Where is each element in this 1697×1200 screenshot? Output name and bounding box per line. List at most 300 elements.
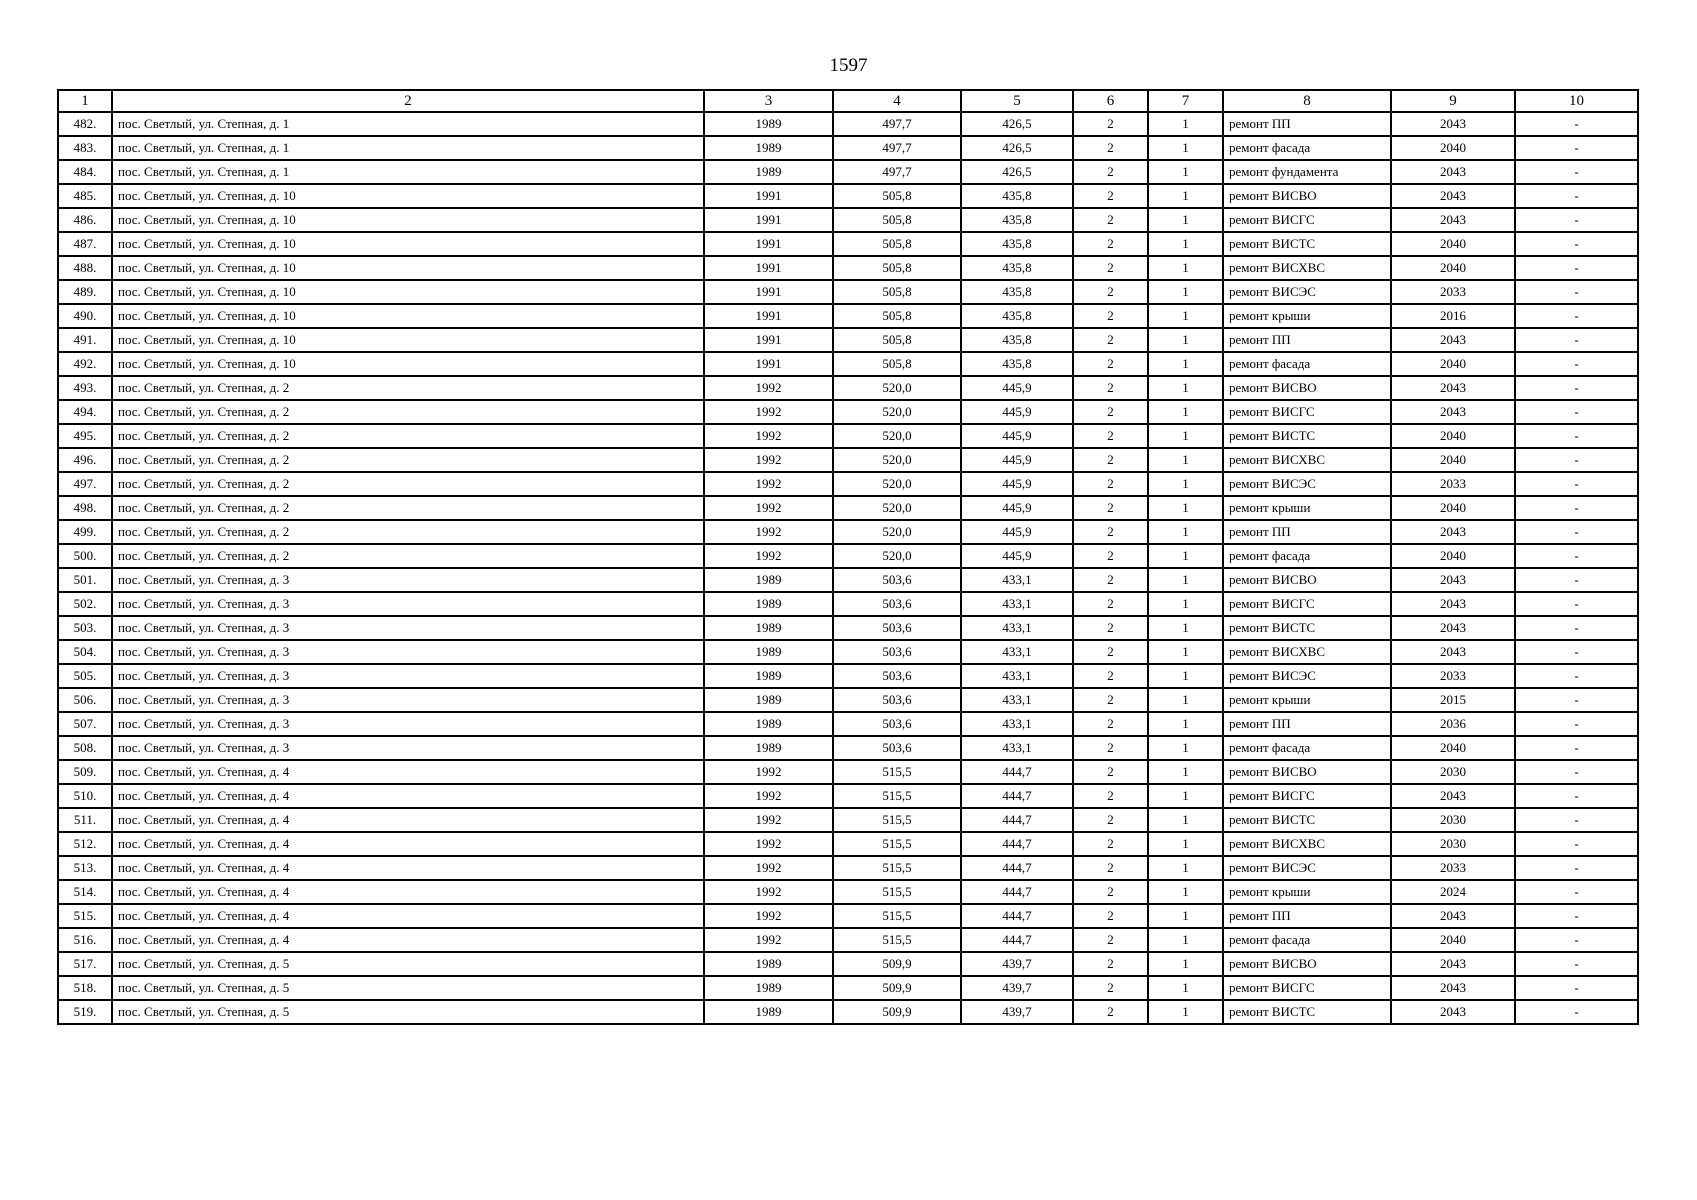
note-cell: - — [1515, 376, 1638, 400]
row-number-cell: 513. — [58, 856, 112, 880]
living-area-cell: 433,1 — [961, 712, 1073, 736]
total-area-cell: 520,0 — [833, 448, 961, 472]
floors-cell: 2 — [1073, 832, 1148, 856]
note-cell: - — [1515, 736, 1638, 760]
row-number-cell: 499. — [58, 520, 112, 544]
living-area-cell: 445,9 — [961, 400, 1073, 424]
table-row — [58, 736, 1638, 760]
row-number-cell: 516. — [58, 928, 112, 952]
row-number-cell: 493. — [58, 376, 112, 400]
entrances-cell: 1 — [1148, 328, 1223, 352]
work-type-cell: ремонт ВИСХВС — [1223, 448, 1391, 472]
year-built-cell: 1989 — [704, 568, 833, 592]
address-cell: пос. Светлый, ул. Степная, д. 3 — [112, 568, 704, 592]
entrances-cell: 1 — [1148, 400, 1223, 424]
entrances-cell: 1 — [1148, 304, 1223, 328]
year-built-cell: 1989 — [704, 616, 833, 640]
planned-year-cell: 2024 — [1391, 880, 1515, 904]
work-type-cell: ремонт ВИСТС — [1223, 424, 1391, 448]
row-number-cell: 488. — [58, 256, 112, 280]
planned-year-cell: 2030 — [1391, 832, 1515, 856]
total-area-cell: 505,8 — [833, 232, 961, 256]
row-number-cell: 489. — [58, 280, 112, 304]
entrances-cell: 1 — [1148, 832, 1223, 856]
total-area-cell: 505,8 — [833, 208, 961, 232]
planned-year-cell: 2043 — [1391, 400, 1515, 424]
planned-year-cell: 2015 — [1391, 688, 1515, 712]
total-area-cell: 520,0 — [833, 472, 961, 496]
planned-year-cell: 2040 — [1391, 352, 1515, 376]
floors-cell: 2 — [1073, 760, 1148, 784]
planned-year-cell: 2043 — [1391, 328, 1515, 352]
total-area-cell: 505,8 — [833, 328, 961, 352]
row-number-cell: 511. — [58, 808, 112, 832]
row-number-cell: 485. — [58, 184, 112, 208]
living-area-cell: 445,9 — [961, 472, 1073, 496]
planned-year-cell: 2033 — [1391, 280, 1515, 304]
row-number-cell: 484. — [58, 160, 112, 184]
year-built-cell: 1989 — [704, 736, 833, 760]
year-built-cell: 1992 — [704, 448, 833, 472]
note-cell: - — [1515, 232, 1638, 256]
year-built-cell: 1989 — [704, 712, 833, 736]
note-cell: - — [1515, 664, 1638, 688]
living-area-cell: 433,1 — [961, 568, 1073, 592]
row-number-cell: 491. — [58, 328, 112, 352]
address-cell: пос. Светлый, ул. Степная, д. 3 — [112, 640, 704, 664]
work-type-cell: ремонт ВИСХВС — [1223, 256, 1391, 280]
row-number-cell: 503. — [58, 616, 112, 640]
living-area-cell: 439,7 — [961, 976, 1073, 1000]
planned-year-cell: 2043 — [1391, 160, 1515, 184]
note-cell: - — [1515, 832, 1638, 856]
note-cell: - — [1515, 112, 1638, 136]
address-cell: пос. Светлый, ул. Степная, д. 2 — [112, 496, 704, 520]
row-number-cell: 507. — [58, 712, 112, 736]
planned-year-cell: 2043 — [1391, 616, 1515, 640]
row-number-cell: 486. — [58, 208, 112, 232]
column-header: 6 — [1073, 90, 1148, 112]
entrances-cell: 1 — [1148, 184, 1223, 208]
planned-year-cell: 2040 — [1391, 928, 1515, 952]
work-type-cell: ремонт крыши — [1223, 496, 1391, 520]
total-area-cell: 497,7 — [833, 160, 961, 184]
living-area-cell: 433,1 — [961, 736, 1073, 760]
note-cell: - — [1515, 496, 1638, 520]
note-cell: - — [1515, 280, 1638, 304]
note-cell: - — [1515, 784, 1638, 808]
address-cell: пос. Светлый, ул. Степная, д. 3 — [112, 736, 704, 760]
work-type-cell: ремонт ВИСТС — [1223, 232, 1391, 256]
living-area-cell: 433,1 — [961, 640, 1073, 664]
note-cell: - — [1515, 448, 1638, 472]
note-cell: - — [1515, 1000, 1638, 1024]
planned-year-cell: 2040 — [1391, 496, 1515, 520]
planned-year-cell: 2043 — [1391, 904, 1515, 928]
work-type-cell: ремонт ВИСЭС — [1223, 856, 1391, 880]
row-number-cell: 490. — [58, 304, 112, 328]
entrances-cell: 1 — [1148, 904, 1223, 928]
note-cell: - — [1515, 256, 1638, 280]
entrances-cell: 1 — [1148, 496, 1223, 520]
living-area-cell: 445,9 — [961, 544, 1073, 568]
total-area-cell: 503,6 — [833, 712, 961, 736]
year-built-cell: 1989 — [704, 160, 833, 184]
work-type-cell: ремонт ВИСХВС — [1223, 832, 1391, 856]
living-area-cell: 444,7 — [961, 784, 1073, 808]
entrances-cell: 1 — [1148, 712, 1223, 736]
year-built-cell: 1992 — [704, 808, 833, 832]
living-area-cell: 444,7 — [961, 856, 1073, 880]
table-row — [58, 616, 1638, 640]
work-type-cell: ремонт ВИСТС — [1223, 1000, 1391, 1024]
year-built-cell: 1989 — [704, 952, 833, 976]
row-number-cell: 501. — [58, 568, 112, 592]
floors-cell: 2 — [1073, 208, 1148, 232]
year-built-cell: 1992 — [704, 880, 833, 904]
year-built-cell: 1992 — [704, 832, 833, 856]
address-cell: пос. Светлый, ул. Степная, д. 5 — [112, 1000, 704, 1024]
total-area-cell: 515,5 — [833, 808, 961, 832]
total-area-cell: 509,9 — [833, 1000, 961, 1024]
planned-year-cell: 2040 — [1391, 736, 1515, 760]
row-number-cell: 500. — [58, 544, 112, 568]
total-area-cell: 505,8 — [833, 256, 961, 280]
note-cell: - — [1515, 976, 1638, 1000]
column-header: 9 — [1391, 90, 1515, 112]
total-area-cell: 497,7 — [833, 136, 961, 160]
year-built-cell: 1991 — [704, 232, 833, 256]
note-cell: - — [1515, 424, 1638, 448]
planned-year-cell: 2043 — [1391, 976, 1515, 1000]
year-built-cell: 1991 — [704, 256, 833, 280]
planned-year-cell: 2016 — [1391, 304, 1515, 328]
floors-cell: 2 — [1073, 376, 1148, 400]
entrances-cell: 1 — [1148, 160, 1223, 184]
table-row — [58, 424, 1638, 448]
work-type-cell: ремонт ВИСГС — [1223, 208, 1391, 232]
living-area-cell: 426,5 — [961, 136, 1073, 160]
floors-cell: 2 — [1073, 112, 1148, 136]
year-built-cell: 1991 — [704, 352, 833, 376]
address-cell: пос. Светлый, ул. Степная, д. 3 — [112, 592, 704, 616]
table-row — [58, 856, 1638, 880]
row-number-cell: 495. — [58, 424, 112, 448]
note-cell: - — [1515, 592, 1638, 616]
address-cell: пос. Светлый, ул. Степная, д. 2 — [112, 472, 704, 496]
floors-cell: 2 — [1073, 712, 1148, 736]
table-row — [58, 784, 1638, 808]
work-type-cell: ремонт фундамента — [1223, 160, 1391, 184]
floors-cell: 2 — [1073, 1000, 1148, 1024]
floors-cell: 2 — [1073, 544, 1148, 568]
row-number-cell: 494. — [58, 400, 112, 424]
note-cell: - — [1515, 952, 1638, 976]
header-row — [58, 90, 1638, 112]
table-row — [58, 640, 1638, 664]
table-row — [58, 328, 1638, 352]
entrances-cell: 1 — [1148, 472, 1223, 496]
floors-cell: 2 — [1073, 664, 1148, 688]
column-header: 10 — [1515, 90, 1638, 112]
year-built-cell: 1992 — [704, 904, 833, 928]
floors-cell: 2 — [1073, 304, 1148, 328]
entrances-cell: 1 — [1148, 688, 1223, 712]
entrances-cell: 1 — [1148, 976, 1223, 1000]
note-cell: - — [1515, 400, 1638, 424]
work-type-cell: ремонт фасада — [1223, 544, 1391, 568]
floors-cell: 2 — [1073, 880, 1148, 904]
work-type-cell: ремонт фасада — [1223, 736, 1391, 760]
entrances-cell: 1 — [1148, 736, 1223, 760]
table-row — [58, 928, 1638, 952]
living-area-cell: 435,8 — [961, 328, 1073, 352]
note-cell: - — [1515, 184, 1638, 208]
address-cell: пос. Светлый, ул. Степная, д. 3 — [112, 616, 704, 640]
living-area-cell: 445,9 — [961, 496, 1073, 520]
planned-year-cell: 2040 — [1391, 544, 1515, 568]
planned-year-cell: 2040 — [1391, 232, 1515, 256]
floors-cell: 2 — [1073, 400, 1148, 424]
total-area-cell: 503,6 — [833, 664, 961, 688]
row-number-cell: 510. — [58, 784, 112, 808]
year-built-cell: 1992 — [704, 856, 833, 880]
row-number-cell: 506. — [58, 688, 112, 712]
planned-year-cell: 2043 — [1391, 520, 1515, 544]
column-header: 8 — [1223, 90, 1391, 112]
total-area-cell: 515,5 — [833, 928, 961, 952]
address-cell: пос. Светлый, ул. Степная, д. 10 — [112, 232, 704, 256]
note-cell: - — [1515, 328, 1638, 352]
table-row — [58, 832, 1638, 856]
address-cell: пос. Светлый, ул. Степная, д. 1 — [112, 136, 704, 160]
row-number-cell: 517. — [58, 952, 112, 976]
entrances-cell: 1 — [1148, 232, 1223, 256]
address-cell: пос. Светлый, ул. Степная, д. 5 — [112, 952, 704, 976]
living-area-cell: 444,7 — [961, 808, 1073, 832]
entrances-cell: 1 — [1148, 544, 1223, 568]
floors-cell: 2 — [1073, 424, 1148, 448]
floors-cell: 2 — [1073, 256, 1148, 280]
living-area-cell: 435,8 — [961, 208, 1073, 232]
column-header: 4 — [833, 90, 961, 112]
total-area-cell: 497,7 — [833, 112, 961, 136]
entrances-cell: 1 — [1148, 568, 1223, 592]
table-row — [58, 112, 1638, 136]
floors-cell: 2 — [1073, 640, 1148, 664]
total-area-cell: 503,6 — [833, 688, 961, 712]
living-area-cell: 439,7 — [961, 1000, 1073, 1024]
year-built-cell: 1989 — [704, 688, 833, 712]
entrances-cell: 1 — [1148, 256, 1223, 280]
address-cell: пос. Светлый, ул. Степная, д. 4 — [112, 808, 704, 832]
note-cell: - — [1515, 568, 1638, 592]
total-area-cell: 515,5 — [833, 904, 961, 928]
column-header: 2 — [112, 90, 704, 112]
living-area-cell: 433,1 — [961, 664, 1073, 688]
planned-year-cell: 2030 — [1391, 760, 1515, 784]
address-cell: пос. Светлый, ул. Степная, д. 4 — [112, 928, 704, 952]
floors-cell: 2 — [1073, 352, 1148, 376]
address-cell: пос. Светлый, ул. Степная, д. 2 — [112, 448, 704, 472]
work-type-cell: ремонт ВИСГС — [1223, 400, 1391, 424]
table-row — [58, 472, 1638, 496]
note-cell: - — [1515, 136, 1638, 160]
year-built-cell: 1989 — [704, 112, 833, 136]
row-number-cell: 512. — [58, 832, 112, 856]
table-row — [58, 688, 1638, 712]
total-area-cell: 503,6 — [833, 568, 961, 592]
note-cell: - — [1515, 544, 1638, 568]
year-built-cell: 1992 — [704, 520, 833, 544]
year-built-cell: 1989 — [704, 976, 833, 1000]
living-area-cell: 444,7 — [961, 928, 1073, 952]
table-row — [58, 592, 1638, 616]
address-cell: пос. Светлый, ул. Степная, д. 3 — [112, 664, 704, 688]
note-cell: - — [1515, 520, 1638, 544]
total-area-cell: 520,0 — [833, 424, 961, 448]
capital-repair-table — [57, 89, 1639, 1025]
living-area-cell: 426,5 — [961, 160, 1073, 184]
address-cell: пос. Светлый, ул. Степная, д. 10 — [112, 304, 704, 328]
table-row — [58, 760, 1638, 784]
total-area-cell: 515,5 — [833, 784, 961, 808]
table-row — [58, 496, 1638, 520]
total-area-cell: 505,8 — [833, 304, 961, 328]
planned-year-cell: 2043 — [1391, 112, 1515, 136]
entrances-cell: 1 — [1148, 664, 1223, 688]
total-area-cell: 503,6 — [833, 736, 961, 760]
entrances-cell: 1 — [1148, 808, 1223, 832]
planned-year-cell: 2043 — [1391, 184, 1515, 208]
floors-cell: 2 — [1073, 160, 1148, 184]
row-number-cell: 519. — [58, 1000, 112, 1024]
total-area-cell: 505,8 — [833, 280, 961, 304]
year-built-cell: 1991 — [704, 328, 833, 352]
work-type-cell: ремонт крыши — [1223, 880, 1391, 904]
planned-year-cell: 2043 — [1391, 208, 1515, 232]
floors-cell: 2 — [1073, 856, 1148, 880]
floors-cell: 2 — [1073, 280, 1148, 304]
note-cell: - — [1515, 688, 1638, 712]
living-area-cell: 445,9 — [961, 520, 1073, 544]
living-area-cell: 435,8 — [961, 280, 1073, 304]
note-cell: - — [1515, 304, 1638, 328]
floors-cell: 2 — [1073, 688, 1148, 712]
table-row — [58, 256, 1638, 280]
table-body — [58, 90, 1638, 1024]
floors-cell: 2 — [1073, 736, 1148, 760]
address-cell: пос. Светлый, ул. Степная, д. 4 — [112, 760, 704, 784]
year-built-cell: 1991 — [704, 280, 833, 304]
work-type-cell: ремонт ВИСТС — [1223, 616, 1391, 640]
row-number-cell: 487. — [58, 232, 112, 256]
table-row — [58, 304, 1638, 328]
column-header: 7 — [1148, 90, 1223, 112]
column-header: 3 — [704, 90, 833, 112]
address-cell: пос. Светлый, ул. Степная, д. 10 — [112, 280, 704, 304]
entrances-cell: 1 — [1148, 856, 1223, 880]
year-built-cell: 1992 — [704, 760, 833, 784]
work-type-cell: ремонт ВИСЭС — [1223, 280, 1391, 304]
floors-cell: 2 — [1073, 232, 1148, 256]
living-area-cell: 435,8 — [961, 256, 1073, 280]
floors-cell: 2 — [1073, 136, 1148, 160]
year-built-cell: 1992 — [704, 424, 833, 448]
column-header: 1 — [58, 90, 112, 112]
address-cell: пос. Светлый, ул. Степная, д. 1 — [112, 112, 704, 136]
address-cell: пос. Светлый, ул. Степная, д. 10 — [112, 208, 704, 232]
address-cell: пос. Светлый, ул. Степная, д. 1 — [112, 160, 704, 184]
row-number-cell: 498. — [58, 496, 112, 520]
address-cell: пос. Светлый, ул. Степная, д. 2 — [112, 400, 704, 424]
work-type-cell: ремонт фасада — [1223, 136, 1391, 160]
year-built-cell: 1989 — [704, 136, 833, 160]
address-cell: пос. Светлый, ул. Степная, д. 5 — [112, 976, 704, 1000]
table-row — [58, 448, 1638, 472]
work-type-cell: ремонт ПП — [1223, 328, 1391, 352]
work-type-cell: ремонт ПП — [1223, 112, 1391, 136]
work-type-cell: ремонт ВИСГС — [1223, 784, 1391, 808]
work-type-cell: ремонт ВИСГС — [1223, 976, 1391, 1000]
year-built-cell: 1992 — [704, 400, 833, 424]
row-number-cell: 518. — [58, 976, 112, 1000]
table-row — [58, 280, 1638, 304]
planned-year-cell: 2040 — [1391, 256, 1515, 280]
note-cell: - — [1515, 640, 1638, 664]
planned-year-cell: 2043 — [1391, 952, 1515, 976]
floors-cell: 2 — [1073, 328, 1148, 352]
entrances-cell: 1 — [1148, 952, 1223, 976]
work-type-cell: ремонт ВИСХВС — [1223, 640, 1391, 664]
total-area-cell: 520,0 — [833, 496, 961, 520]
total-area-cell: 520,0 — [833, 520, 961, 544]
note-cell: - — [1515, 208, 1638, 232]
total-area-cell: 515,5 — [833, 832, 961, 856]
entrances-cell: 1 — [1148, 520, 1223, 544]
entrances-cell: 1 — [1148, 208, 1223, 232]
row-number-cell: 483. — [58, 136, 112, 160]
year-built-cell: 1989 — [704, 640, 833, 664]
table-row — [58, 568, 1638, 592]
living-area-cell: 433,1 — [961, 688, 1073, 712]
work-type-cell: ремонт ВИСВО — [1223, 184, 1391, 208]
floors-cell: 2 — [1073, 568, 1148, 592]
table-row — [58, 208, 1638, 232]
total-area-cell: 520,0 — [833, 400, 961, 424]
page-number: 1597 — [829, 55, 868, 76]
work-type-cell: ремонт ВИСЭС — [1223, 472, 1391, 496]
work-type-cell: ремонт ВИСЭС — [1223, 664, 1391, 688]
table-row — [58, 976, 1638, 1000]
living-area-cell: 435,8 — [961, 352, 1073, 376]
floors-cell: 2 — [1073, 592, 1148, 616]
work-type-cell: ремонт ВИСТС — [1223, 808, 1391, 832]
entrances-cell: 1 — [1148, 592, 1223, 616]
address-cell: пос. Светлый, ул. Степная, д. 2 — [112, 544, 704, 568]
note-cell: - — [1515, 904, 1638, 928]
entrances-cell: 1 — [1148, 136, 1223, 160]
row-number-cell: 482. — [58, 112, 112, 136]
work-type-cell: ремонт ВИСВО — [1223, 376, 1391, 400]
table-row — [58, 400, 1638, 424]
total-area-cell: 520,0 — [833, 376, 961, 400]
note-cell: - — [1515, 928, 1638, 952]
row-number-cell: 514. — [58, 880, 112, 904]
floors-cell: 2 — [1073, 928, 1148, 952]
floors-cell: 2 — [1073, 904, 1148, 928]
living-area-cell: 433,1 — [961, 616, 1073, 640]
